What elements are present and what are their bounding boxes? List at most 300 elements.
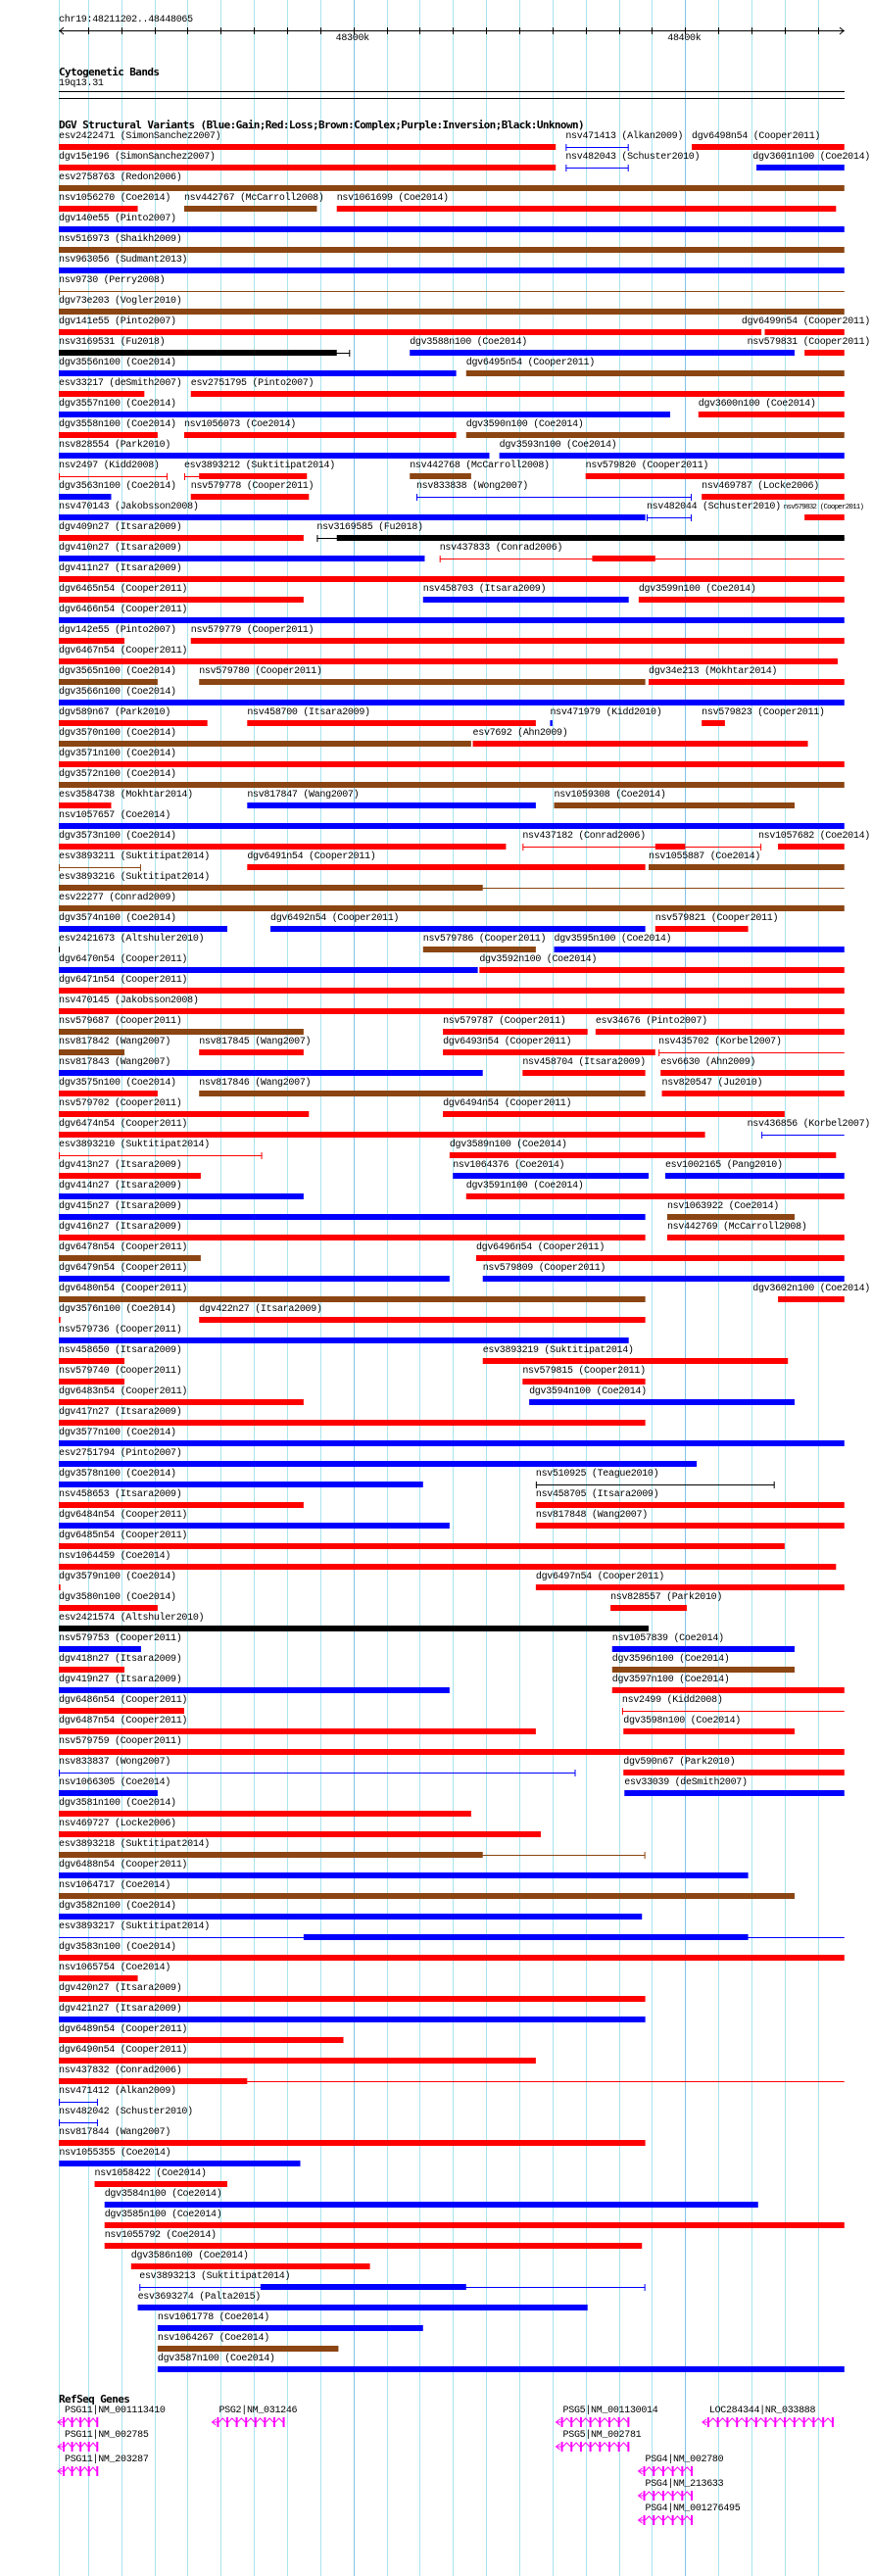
variant-label[interactable]: esv2422471 (SimonSanchez2007) bbox=[59, 131, 221, 142]
variant-feature[interactable] bbox=[59, 1502, 304, 1508]
variant-feature[interactable] bbox=[59, 1914, 642, 1920]
variant-feature[interactable] bbox=[59, 720, 208, 726]
variant-feature[interactable] bbox=[59, 2140, 646, 2146]
variant-feature[interactable] bbox=[138, 2305, 588, 2310]
variant-feature[interactable] bbox=[59, 2161, 300, 2166]
variant-label[interactable]: dgv3589n100 (Coe2014) bbox=[449, 1140, 567, 1150]
variant-feature[interactable] bbox=[536, 1482, 775, 1488]
variant-feature[interactable] bbox=[59, 1934, 845, 1940]
variant-feature[interactable] bbox=[59, 1708, 184, 1714]
variant-label[interactable]: nsv579702 (Cooper2011) bbox=[59, 1098, 182, 1109]
variant-label[interactable]: nsv1055887 (Coe2014) bbox=[649, 851, 761, 862]
variant-label[interactable]: dgv3566n100 (Coe2014) bbox=[59, 687, 176, 698]
variant-feature[interactable] bbox=[423, 597, 629, 603]
variant-feature[interactable] bbox=[59, 226, 845, 232]
variant-feature[interactable] bbox=[247, 864, 645, 870]
variant-label[interactable]: dgv3585n100 (Coe2014) bbox=[104, 2210, 222, 2220]
variant-feature[interactable] bbox=[649, 679, 845, 685]
variant-label[interactable]: nsv1055355 (Coe2014) bbox=[59, 2148, 171, 2159]
variant-feature[interactable] bbox=[59, 1029, 304, 1035]
variant-feature[interactable] bbox=[247, 720, 536, 726]
variant-feature[interactable] bbox=[59, 1605, 158, 1611]
variant-label[interactable]: nsv1061699 (Coe2014) bbox=[336, 193, 449, 204]
variant-label[interactable]: nsv2499 (Kidd2008) bbox=[621, 1695, 723, 1706]
variant-label[interactable]: nsv458653 (Itsara2009) bbox=[59, 1489, 182, 1500]
variant-feature[interactable] bbox=[410, 350, 795, 356]
variant-feature[interactable] bbox=[59, 165, 556, 170]
variant-feature[interactable] bbox=[565, 144, 628, 151]
variant-feature[interactable] bbox=[59, 1893, 795, 1899]
variant-label[interactable]: dgv15e196 (SimonSanchez2007) bbox=[59, 152, 216, 163]
gene-model[interactable] bbox=[58, 2417, 98, 2427]
variant-label[interactable]: dgv3565n100 (Coe2014) bbox=[59, 666, 176, 677]
variant-label[interactable]: nsv579832 (Cooper2011) bbox=[783, 504, 864, 511]
variant-label[interactable]: dgv6487n54 (Cooper2011) bbox=[59, 1716, 188, 1726]
variant-feature[interactable] bbox=[59, 741, 471, 747]
variant-feature[interactable] bbox=[59, 2037, 344, 2043]
variant-label[interactable]: dgv3556n100 (Coe2014) bbox=[59, 358, 176, 368]
variant-label[interactable]: dgv3570n100 (Coe2014) bbox=[59, 728, 176, 739]
variant-feature[interactable] bbox=[59, 1667, 124, 1673]
variant-feature[interactable] bbox=[337, 206, 837, 212]
variant-label[interactable]: nsv1064267 (Coe2014) bbox=[157, 2333, 269, 2344]
variant-label[interactable]: dgv6495n54 (Cooper2011) bbox=[465, 358, 595, 368]
variant-feature[interactable] bbox=[665, 1173, 845, 1179]
variant-label[interactable]: nsv3169531 (Fu2018) bbox=[59, 337, 166, 348]
variant-feature[interactable] bbox=[586, 473, 845, 479]
gene-model[interactable] bbox=[212, 2417, 284, 2427]
variant-label[interactable]: nsv469727 (Locke2006) bbox=[59, 1819, 176, 1829]
gene-label[interactable]: PSG11|NM_001113410 bbox=[65, 2406, 166, 2416]
variant-label[interactable]: dgv413n27 (Itsara2009) bbox=[59, 1160, 182, 1171]
variant-label[interactable]: nsv469787 (Locke2006) bbox=[702, 481, 819, 492]
variant-feature[interactable] bbox=[59, 1461, 697, 1467]
variant-label[interactable]: dgv420n27 (Itsara2009) bbox=[59, 1983, 182, 1994]
variant-feature[interactable] bbox=[536, 1584, 845, 1590]
variant-feature[interactable] bbox=[59, 1626, 649, 1631]
cytoband-label[interactable]: 19q13.31 bbox=[59, 78, 104, 89]
variant-feature[interactable] bbox=[59, 412, 670, 417]
variant-label[interactable]: dgv6494n54 (Cooper2011) bbox=[443, 1098, 572, 1109]
variant-feature[interactable] bbox=[756, 165, 845, 170]
variant-feature[interactable] bbox=[804, 350, 845, 356]
variant-label[interactable]: esv3893218 (Suktitipat2014) bbox=[59, 1839, 210, 1850]
variant-label[interactable]: nsv817846 (Wang2007) bbox=[199, 1078, 312, 1089]
variant-label[interactable]: nsv833837 (Wong2007) bbox=[59, 1757, 171, 1768]
variant-label[interactable]: nsv817847 (Wang2007) bbox=[247, 790, 360, 801]
variant-label[interactable]: dgv3587n100 (Coe2014) bbox=[157, 2354, 275, 2364]
variant-label[interactable]: nsv458703 (Itsara2009) bbox=[422, 584, 547, 595]
variant-feature[interactable] bbox=[59, 473, 168, 480]
variant-label[interactable]: dgv3557n100 (Coe2014) bbox=[59, 399, 176, 410]
variant-label[interactable]: nsv458650 (Itsara2009) bbox=[59, 1345, 182, 1356]
variant-label[interactable]: dgv3594n100 (Coe2014) bbox=[529, 1386, 647, 1397]
variant-label[interactable]: nsv579787 (Cooper2011) bbox=[443, 1016, 566, 1027]
variant-label[interactable]: nsv470145 (Jakobsson2008) bbox=[59, 996, 199, 1006]
variant-label[interactable]: dgv3600n100 (Coe2014) bbox=[698, 399, 816, 410]
variant-feature[interactable] bbox=[158, 2366, 845, 2372]
variant-feature[interactable] bbox=[536, 1523, 845, 1529]
variant-label[interactable]: dgv6492n54 (Cooper2011) bbox=[270, 913, 400, 924]
variant-feature[interactable] bbox=[555, 947, 845, 952]
variant-feature[interactable] bbox=[647, 514, 692, 521]
variant-feature[interactable] bbox=[522, 1379, 645, 1385]
variant-feature[interactable] bbox=[59, 1811, 471, 1817]
variant-feature[interactable] bbox=[536, 1502, 845, 1508]
gene-model[interactable] bbox=[639, 2491, 693, 2501]
variant-label[interactable]: esv2758763 (Redon2006) bbox=[59, 172, 182, 183]
variant-label[interactable]: dgv6499n54 (Cooper2011) bbox=[741, 316, 870, 327]
variant-label[interactable]: esv6630 (Ahn2009) bbox=[660, 1057, 756, 1068]
variant-feature[interactable] bbox=[199, 1091, 645, 1096]
variant-label[interactable]: dgv410n27 (Itsara2009) bbox=[59, 543, 182, 554]
variant-label[interactable]: dgv3601n100 (Coe2014) bbox=[752, 152, 870, 163]
variant-label[interactable]: nsv817843 (Wang2007) bbox=[59, 1057, 171, 1068]
variant-feature[interactable] bbox=[59, 1996, 646, 2002]
variant-label[interactable]: nsv1059308 (Coe2014) bbox=[554, 790, 666, 801]
variant-feature[interactable] bbox=[158, 2346, 339, 2352]
variant-label[interactable]: dgv422n27 (Itsara2009) bbox=[199, 1304, 322, 1315]
variant-label[interactable]: dgv411n27 (Itsara2009) bbox=[59, 563, 182, 574]
variant-label[interactable]: nsv442767 (McCarroll2008) bbox=[183, 193, 324, 204]
variant-label[interactable]: dgv3578n100 (Coe2014) bbox=[59, 1469, 176, 1480]
variant-label[interactable]: nsv1057682 (Coe2014) bbox=[757, 831, 870, 842]
variant-label[interactable]: nsv579831 (Cooper2011) bbox=[747, 337, 870, 348]
variant-feature[interactable] bbox=[623, 1728, 795, 1734]
variant-feature[interactable] bbox=[466, 432, 845, 438]
variant-feature[interactable] bbox=[59, 247, 845, 253]
variant-label[interactable]: nsv482042 (Schuster2010) bbox=[59, 2107, 193, 2117]
variant-label[interactable]: dgv73e203 (Vogler2010) bbox=[59, 296, 182, 307]
variant-label[interactable]: nsv442768 (McCarroll2008) bbox=[410, 461, 550, 471]
variant-label[interactable]: nsv579740 (Cooper2011) bbox=[59, 1366, 182, 1377]
variant-feature[interactable] bbox=[555, 802, 795, 808]
variant-feature[interactable] bbox=[612, 1687, 845, 1693]
variant-label[interactable]: dgv3595n100 (Coe2014) bbox=[554, 934, 672, 945]
variant-label[interactable]: nsv435702 (Korbel2007) bbox=[658, 1037, 782, 1047]
variant-label[interactable]: dgv6470n54 (Cooper2011) bbox=[59, 954, 188, 965]
variant-feature[interactable] bbox=[699, 412, 845, 417]
variant-feature[interactable] bbox=[59, 494, 111, 500]
variant-label[interactable]: nsv1066305 (Coe2014) bbox=[59, 1777, 171, 1788]
variant-feature[interactable] bbox=[529, 1399, 795, 1405]
variant-feature[interactable] bbox=[184, 206, 316, 212]
variant-label[interactable]: dgv6480n54 (Cooper2011) bbox=[59, 1284, 188, 1294]
variant-label[interactable]: nsv482044 (Schuster2010) bbox=[646, 502, 781, 512]
variant-label[interactable]: nsv1055792 (Coe2014) bbox=[104, 2230, 217, 2241]
variant-label[interactable]: nsv579823 (Cooper2011) bbox=[702, 707, 825, 718]
variant-feature[interactable] bbox=[105, 2243, 643, 2249]
variant-feature[interactable] bbox=[612, 1667, 795, 1673]
variant-feature[interactable] bbox=[59, 185, 845, 191]
variant-feature[interactable] bbox=[59, 1687, 450, 1693]
variant-feature[interactable] bbox=[453, 1173, 649, 1179]
variant-feature[interactable] bbox=[184, 432, 457, 438]
variant-label[interactable]: dgv3602n100 (Coe2014) bbox=[752, 1284, 870, 1294]
variant-feature[interactable] bbox=[191, 391, 845, 397]
variant-label[interactable]: nsv579809 (Cooper2011) bbox=[482, 1263, 606, 1274]
variant-label[interactable]: nsv817844 (Wang2007) bbox=[59, 2127, 171, 2138]
variant-feature[interactable] bbox=[550, 720, 552, 726]
variant-label[interactable]: esv2421673 (Altshuler2010) bbox=[59, 934, 205, 945]
variant-feature[interactable] bbox=[522, 844, 761, 851]
variant-label[interactable]: dgv3563n100 (Coe2014) bbox=[59, 481, 176, 492]
variant-label[interactable]: nsv458704 (Itsara2009) bbox=[522, 1057, 646, 1068]
variant-feature[interactable] bbox=[59, 802, 111, 808]
variant-label[interactable]: dgv3598n100 (Coe2014) bbox=[623, 1716, 741, 1726]
variant-label[interactable]: dgv3576n100 (Coe2014) bbox=[59, 1304, 176, 1315]
variant-feature[interactable] bbox=[59, 370, 457, 376]
variant-feature[interactable] bbox=[95, 2181, 227, 2187]
variant-feature[interactable] bbox=[59, 206, 138, 212]
variant-feature[interactable] bbox=[702, 494, 845, 500]
variant-feature[interactable] bbox=[59, 1358, 124, 1364]
variant-feature[interactable] bbox=[105, 2202, 758, 2208]
variant-label[interactable]: dgv3572n100 (Coe2014) bbox=[59, 769, 176, 780]
variant-label[interactable]: nsv458700 (Itsara2009) bbox=[247, 707, 370, 718]
variant-feature[interactable] bbox=[804, 514, 845, 520]
variant-feature[interactable] bbox=[59, 2099, 98, 2106]
gene-label[interactable]: PSG5|NM_001130014 bbox=[562, 2406, 658, 2416]
variant-feature[interactable] bbox=[59, 1399, 304, 1405]
variant-feature[interactable] bbox=[59, 535, 304, 541]
variant-feature[interactable] bbox=[59, 1276, 450, 1282]
variant-feature[interactable] bbox=[522, 1070, 645, 1076]
variant-feature[interactable] bbox=[59, 1975, 138, 1981]
gene-label[interactable]: PSG4|NM_213633 bbox=[645, 2479, 724, 2490]
variant-label[interactable]: dgv418n27 (Itsara2009) bbox=[59, 1654, 182, 1665]
variant-label[interactable]: nsv442769 (McCarroll2008) bbox=[666, 1222, 807, 1233]
variant-feature[interactable] bbox=[59, 1049, 124, 1055]
variant-label[interactable]: esv3893219 (Suktitipat2014) bbox=[482, 1345, 634, 1356]
variant-feature[interactable] bbox=[483, 1276, 845, 1282]
variant-feature[interactable] bbox=[59, 1296, 646, 1302]
variant-label[interactable]: dgv6478n54 (Cooper2011) bbox=[59, 1242, 188, 1253]
variant-feature[interactable] bbox=[59, 1008, 845, 1014]
variant-label[interactable]: nsv579815 (Cooper2011) bbox=[522, 1366, 646, 1377]
variant-label[interactable]: dgv6498n54 (Cooper2011) bbox=[692, 131, 821, 142]
variant-label[interactable]: dgv142e55 (Pinto2007) bbox=[59, 625, 176, 636]
gene-label[interactable]: PSG11|NM_203287 bbox=[65, 2454, 149, 2465]
gene-label[interactable]: PSG11|NM_002785 bbox=[65, 2430, 149, 2441]
variant-feature[interactable] bbox=[667, 1214, 795, 1220]
variant-feature[interactable] bbox=[199, 1049, 304, 1055]
variant-feature[interactable] bbox=[59, 885, 845, 891]
variant-label[interactable]: dgv34e213 (Mokhtar2014) bbox=[649, 666, 778, 677]
variant-label[interactable]: nsv471979 (Kidd2010) bbox=[550, 707, 662, 718]
variant-label[interactable]: nsv510925 (Teague2010) bbox=[535, 1469, 659, 1480]
variant-feature[interactable] bbox=[59, 576, 845, 582]
variant-feature[interactable] bbox=[59, 1317, 61, 1323]
gene-label[interactable]: PSG4|NM_002780 bbox=[645, 2454, 724, 2465]
variant-feature[interactable] bbox=[639, 597, 845, 603]
variant-label[interactable]: dgv3599n100 (Coe2014) bbox=[638, 584, 756, 595]
variant-label[interactable]: dgv417n27 (Itsara2009) bbox=[59, 1407, 182, 1418]
variant-feature[interactable] bbox=[466, 370, 845, 376]
variant-feature[interactable] bbox=[660, 1070, 845, 1076]
variant-feature[interactable] bbox=[610, 1605, 687, 1611]
variant-feature[interactable] bbox=[59, 988, 845, 994]
variant-label[interactable]: dgv589n67 (Park2010) bbox=[59, 707, 171, 718]
variant-label[interactable]: dgv3588n100 (Coe2014) bbox=[410, 337, 527, 348]
variant-feature[interactable] bbox=[158, 2325, 423, 2331]
variant-label[interactable]: dgv3579n100 (Coe2014) bbox=[59, 1572, 176, 1582]
variant-label[interactable]: dgv3575n100 (Coe2014) bbox=[59, 1078, 176, 1089]
variant-label[interactable]: esv3893216 (Suktitipat2014) bbox=[59, 872, 210, 883]
variant-label[interactable]: dgv421n27 (Itsara2009) bbox=[59, 2004, 182, 2015]
variant-label[interactable]: dgv6490n54 (Cooper2011) bbox=[59, 2045, 188, 2056]
variant-label[interactable]: nsv516973 (Shaikh2009) bbox=[59, 234, 182, 245]
variant-label[interactable]: nsv1057657 (Coe2014) bbox=[59, 810, 171, 821]
variant-feature[interactable] bbox=[316, 535, 844, 542]
variant-feature[interactable] bbox=[59, 1379, 124, 1385]
variant-feature[interactable] bbox=[59, 1337, 629, 1343]
variant-label[interactable]: dgv3596n100 (Coe2014) bbox=[611, 1654, 730, 1665]
variant-label[interactable]: dgv6489n54 (Cooper2011) bbox=[59, 2024, 188, 2035]
variant-feature[interactable] bbox=[59, 1852, 646, 1859]
variant-label[interactable]: nsv579780 (Cooper2011) bbox=[199, 666, 322, 677]
variant-feature[interactable] bbox=[416, 494, 692, 501]
variant-feature[interactable] bbox=[59, 679, 158, 685]
variant-label[interactable]: nsv3169585 (Fu2018) bbox=[316, 522, 423, 533]
variant-feature[interactable] bbox=[59, 1770, 576, 1776]
variant-label[interactable]: dgv3593n100 (Coe2014) bbox=[499, 440, 617, 451]
variant-label[interactable]: esv33217 (deSmith2007) bbox=[59, 378, 182, 389]
variant-label[interactable]: esv3693274 (Palta2015) bbox=[137, 2292, 261, 2303]
variant-feature[interactable] bbox=[59, 432, 158, 438]
variant-feature[interactable] bbox=[612, 1646, 795, 1652]
variant-label[interactable]: nsv820547 (Ju2010) bbox=[661, 1078, 763, 1089]
variant-feature[interactable] bbox=[59, 844, 506, 850]
variant-label[interactable]: nsv817842 (Wang2007) bbox=[59, 1037, 171, 1047]
variant-feature[interactable] bbox=[59, 1214, 646, 1220]
variant-label[interactable]: esv33039 (deSmith2007) bbox=[624, 1777, 748, 1788]
variant-feature[interactable] bbox=[765, 329, 845, 335]
gene-label[interactable]: PSG4|NM_001276495 bbox=[645, 2503, 741, 2514]
variant-label[interactable]: nsv1061778 (Coe2014) bbox=[157, 2312, 269, 2323]
variant-feature[interactable] bbox=[59, 2058, 536, 2064]
variant-label[interactable]: nsv579786 (Cooper2011) bbox=[422, 934, 547, 945]
variant-feature[interactable] bbox=[131, 2263, 370, 2269]
variant-feature[interactable] bbox=[59, 1872, 749, 1878]
variant-label[interactable]: dgv3584n100 (Coe2014) bbox=[104, 2189, 222, 2200]
variant-feature[interactable] bbox=[59, 1091, 158, 1096]
variant-feature[interactable] bbox=[443, 1029, 588, 1035]
variant-label[interactable]: nsv2497 (Kidd2008) bbox=[59, 461, 160, 471]
variant-label[interactable]: nsv579778 (Cooper2011) bbox=[190, 481, 315, 492]
gene-label[interactable]: PSG5|NM_002781 bbox=[562, 2430, 642, 2441]
variant-feature[interactable] bbox=[59, 391, 144, 397]
variant-label[interactable]: dgv409n27 (Itsara2009) bbox=[59, 522, 182, 533]
variant-label[interactable]: nsv817845 (Wang2007) bbox=[199, 1037, 312, 1047]
variant-label[interactable]: dgv3582n100 (Coe2014) bbox=[59, 1901, 176, 1912]
variant-feature[interactable] bbox=[483, 1358, 789, 1364]
gene-model[interactable] bbox=[639, 2515, 693, 2525]
variant-label[interactable]: dgv3581n100 (Coe2014) bbox=[59, 1798, 176, 1809]
variant-feature[interactable] bbox=[59, 1584, 61, 1590]
variant-label[interactable]: esv2751795 (Pinto2007) bbox=[190, 378, 315, 389]
variant-label[interactable]: nsv1056270 (Coe2014) bbox=[59, 193, 171, 204]
variant-feature[interactable] bbox=[479, 967, 844, 973]
variant-feature[interactable] bbox=[59, 967, 478, 973]
variant-feature[interactable] bbox=[443, 1049, 655, 1055]
variant-label[interactable]: nsv579759 (Cooper2011) bbox=[59, 1736, 182, 1747]
variant-label[interactable]: dgv414n27 (Itsara2009) bbox=[59, 1181, 182, 1191]
variant-label[interactable]: dgv6479n54 (Cooper2011) bbox=[59, 1263, 188, 1274]
variant-label[interactable]: esv3893217 (Suktitipat2014) bbox=[59, 1921, 210, 1932]
variant-feature[interactable] bbox=[199, 1317, 645, 1323]
variant-feature[interactable] bbox=[649, 864, 845, 870]
variant-label[interactable]: nsv1063922 (Coe2014) bbox=[666, 1201, 779, 1212]
variant-label[interactable]: nsv963056 (Sudmant2013) bbox=[59, 255, 188, 266]
variant-label[interactable]: dgv3586n100 (Coe2014) bbox=[130, 2251, 249, 2261]
variant-feature[interactable] bbox=[59, 1132, 705, 1138]
variant-feature[interactable] bbox=[59, 1646, 141, 1652]
variant-label[interactable]: dgv6485n54 (Cooper2011) bbox=[59, 1531, 188, 1541]
variant-label[interactable]: dgv416n27 (Itsara2009) bbox=[59, 1222, 182, 1233]
variant-label[interactable]: nsv579736 (Cooper2011) bbox=[59, 1325, 182, 1336]
variant-label[interactable]: nsv471412 (Alkan2009) bbox=[59, 2086, 176, 2097]
variant-label[interactable]: esv3584738 (Mokhtar2014) bbox=[59, 790, 193, 801]
variant-label[interactable]: nsv1065754 (Coe2014) bbox=[59, 1963, 171, 1973]
variant-feature[interactable] bbox=[59, 782, 845, 788]
variant-feature[interactable] bbox=[59, 1440, 845, 1446]
variant-feature[interactable] bbox=[191, 494, 310, 500]
variant-feature[interactable] bbox=[59, 309, 845, 315]
variant-label[interactable]: nsv817848 (Wang2007) bbox=[535, 1510, 648, 1521]
variant-feature[interactable] bbox=[443, 1111, 785, 1117]
gene-model[interactable] bbox=[702, 2417, 834, 2427]
variant-feature[interactable] bbox=[59, 1193, 304, 1199]
variant-feature[interactable] bbox=[184, 473, 307, 480]
variant-label[interactable]: esv7692 (Ahn2009) bbox=[472, 728, 568, 739]
gene-label[interactable]: PSG2|NM_031246 bbox=[218, 2406, 298, 2416]
variant-feature[interactable] bbox=[59, 1728, 536, 1734]
gene-model[interactable] bbox=[58, 2442, 98, 2452]
variant-feature[interactable] bbox=[622, 1708, 845, 1715]
variant-feature[interactable] bbox=[59, 1749, 845, 1755]
variant-label[interactable]: nsv436856 (Korbel2007) bbox=[747, 1119, 870, 1130]
variant-feature[interactable] bbox=[440, 556, 845, 562]
variant-feature[interactable] bbox=[59, 1543, 785, 1549]
variant-label[interactable]: nsv1057839 (Coe2014) bbox=[611, 1633, 724, 1644]
variant-label[interactable]: dgv3583n100 (Coe2014) bbox=[59, 1942, 176, 1953]
variant-feature[interactable] bbox=[565, 165, 628, 171]
variant-feature[interactable] bbox=[59, 1523, 450, 1529]
gene-model[interactable] bbox=[639, 2466, 693, 2476]
variant-label[interactable]: nsv579753 (Cooper2011) bbox=[59, 1633, 182, 1644]
variant-feature[interactable] bbox=[59, 638, 124, 644]
variant-label[interactable]: esv22277 (Conrad2009) bbox=[59, 893, 176, 903]
variant-label[interactable]: dgv3558n100 (Coe2014) bbox=[59, 419, 176, 430]
variant-feature[interactable] bbox=[476, 1255, 845, 1261]
variant-feature[interactable] bbox=[199, 679, 645, 685]
variant-feature[interactable] bbox=[59, 329, 761, 335]
variant-feature[interactable] bbox=[423, 947, 536, 952]
variant-feature[interactable] bbox=[450, 1152, 836, 1158]
variant-feature[interactable] bbox=[778, 844, 845, 850]
variant-label[interactable]: dgv590n67 (Park2010) bbox=[623, 1757, 736, 1768]
variant-feature[interactable] bbox=[59, 658, 838, 664]
variant-label[interactable]: dgv6496n54 (Cooper2011) bbox=[475, 1242, 606, 1253]
variant-feature[interactable] bbox=[59, 823, 845, 829]
variant-label[interactable]: dgv140e55 (Pinto2007) bbox=[59, 214, 176, 224]
variant-label[interactable]: esv34676 (Pinto2007) bbox=[595, 1016, 707, 1027]
variant-label[interactable]: dgv3571n100 (Coe2014) bbox=[59, 749, 176, 759]
variant-feature[interactable] bbox=[59, 700, 845, 705]
variant-label[interactable]: esv3893212 (Suktitipat2014) bbox=[183, 461, 335, 471]
variant-label[interactable]: nsv828554 (Park2010) bbox=[59, 440, 171, 451]
